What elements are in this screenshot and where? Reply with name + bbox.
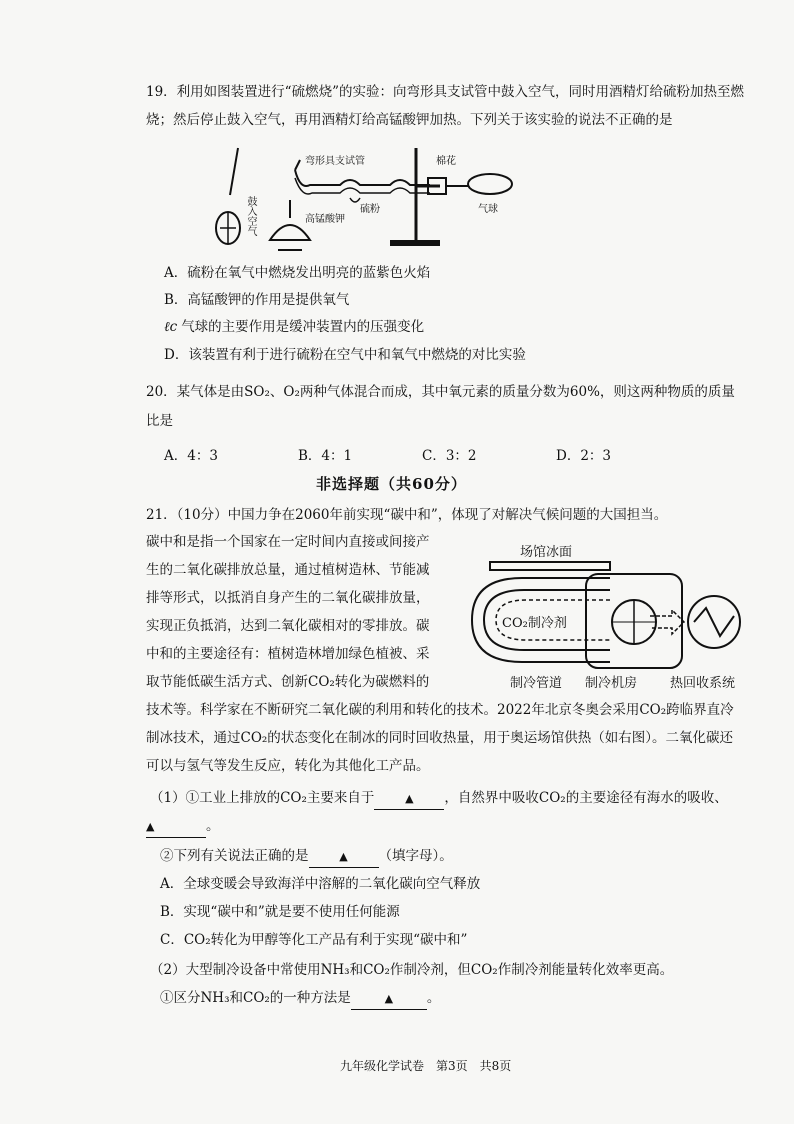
q21-sub2-q-prefix: ①区分NH₃和CO₂的一种方法是 [160, 990, 351, 1006]
q21-para-line: 中和的主要途径有：植树造林增加绿色植被、采 [146, 646, 430, 662]
q21-sub1-option: A．全球变暖会导致海洋中溶解的二氧化碳向空气释放 [160, 876, 481, 892]
q21-para-line: 取节能低碳生活方式、创新CO₂转化为碳燃料的 [146, 674, 430, 690]
q21-sub1-q1-prefix: （1）①工业上排放的CO₂主要来自于 [150, 790, 375, 806]
q21-intro: 21．（10分）中国力争在2060年前实现“碳中和”，体现了对解决气候问题的大国担当。 [146, 507, 668, 523]
sulfur-label: 硫粉 [360, 204, 380, 215]
q21-sub1-option: C．CO₂转化为甲醇等化工产品有利于实现“碳中和” [160, 932, 468, 948]
q19-option-b: B．高锰酸钾的作用是提供氧气 [164, 292, 350, 308]
q21-sub1-q2 [160, 846, 453, 868]
handwritten-mark: ℓc [164, 319, 178, 335]
q20-option-d: D．2：3 [556, 448, 612, 464]
q21-para-full: 技术等。科学家在不断研究二氧化碳的利用和转化的技术。2022年北京冬奥会采用CO₂跨临界直冷 [146, 702, 734, 718]
answer-mark: ▲ [405, 792, 414, 805]
q21-para-line: 实现正负抵消，达到二氧化碳相对的零排放。碳 [146, 618, 430, 634]
q20-option-c: C．3：2 [422, 448, 477, 464]
answer-mark: ▲ [146, 820, 155, 833]
machine-room-label: 制冷机房 [585, 676, 638, 691]
kmno4-label: 高锰酸钾 [305, 214, 345, 225]
q21-sub1-line2-suffix: 。 [206, 818, 220, 834]
q21-para-full: 可以与氢气等发生反应，转化为其他化工产品。 [146, 758, 430, 774]
page-footer: 九年级化学试卷 第3页 共8页 [340, 1059, 512, 1073]
q19-stem-line1: 19．利用如图装置进行“硫燃烧”的实验：向弯形具支试管中鼓入空气，同时用酒精灯给硫粉加热至燃 [146, 84, 744, 100]
refrigerant-label: CO₂制冷剂 [502, 616, 567, 631]
heat-recovery-label: 热回收系统 [670, 676, 736, 691]
q21-para-line: 碳中和是指一个国家在一定时间内直接或间接产 [146, 534, 430, 550]
q21-para-full: 制冰技术，通过CO₂的状态变化在制冰的同时回收热量，用于奥运场馆供热（如右图）。二氧化碳还 [146, 730, 734, 746]
q21-sub1-q2-suffix: （填字母）。 [378, 848, 453, 864]
q19-stem-line2: 烧；然后停止鼓入空气，再用酒精灯给高锰酸钾加热。下列关于该实验的说法不正确的是 [146, 112, 673, 128]
answer-blank[interactable] [374, 788, 444, 810]
answer-blank[interactable] [351, 988, 427, 1010]
q21-para-line: 排等形式，以抵消自身产生的二氧化碳排放量， [146, 590, 430, 606]
q21-sub1-option: B．实现“碳中和”就是要不使用任何能源 [160, 904, 400, 920]
q20-stem-line2: 比是 [146, 413, 173, 429]
q20-option-b: B．4：1 [298, 448, 353, 464]
air-label: 鼓入空气 [245, 196, 256, 236]
section-title: 非选择题（共60分） [316, 475, 467, 493]
q21-sub1-q2-prefix: ②下列有关说法正确的是 [160, 848, 309, 864]
answer-mark: ▲ [339, 850, 348, 863]
q21-sub1-q1-suffix: ，自然界中吸收CO₂的主要途径有海水的吸收、 [444, 790, 728, 806]
pipe-label: 制冷管道 [510, 676, 563, 691]
q21-para-line: 生的二氧化碳排放总量，通过植树造林、节能减 [146, 562, 430, 578]
q20-stem-line1: 20．某气体是由SO₂、O₂两种气体混合而成，其中氧元素的质量分数为60%，则这两种物质的质量 [146, 384, 735, 400]
q21-sub1-q1 [150, 788, 728, 810]
q19-option-c [164, 317, 424, 337]
q20-option-a: A．4：3 [164, 448, 218, 464]
answer-mark: ▲ [384, 992, 394, 1005]
q19-option-c-text: 气球的主要作用是缓冲装置内的压强变化 [181, 319, 425, 335]
q19-option-a: A．硫粉在氧气中燃烧发出明亮的蓝紫色火焰 [164, 265, 431, 281]
q21-sub1-q1-line2 [146, 816, 220, 838]
q21-sub2-q1 [160, 988, 440, 1010]
q21-sub2-q-suffix: 。 [426, 990, 441, 1006]
balloon-label: 气球 [478, 204, 498, 215]
answer-blank[interactable] [309, 846, 379, 868]
q21-sub2-line1: （2）大型制冷设备中常使用NH₃和CO₂作制冷剂，但CO₂作制冷剂能量转化效率更高。 [150, 962, 674, 978]
answer-blank[interactable] [146, 816, 206, 838]
q19-option-d: D．该装置有利于进行硫粉在空气中和氧气中燃烧的对比实验 [164, 347, 526, 363]
ice-surface-label: 场馆冰面 [520, 545, 573, 560]
cotton-label: 棉花 [436, 156, 456, 167]
tube-label: 弯形具支试管 [305, 156, 365, 167]
